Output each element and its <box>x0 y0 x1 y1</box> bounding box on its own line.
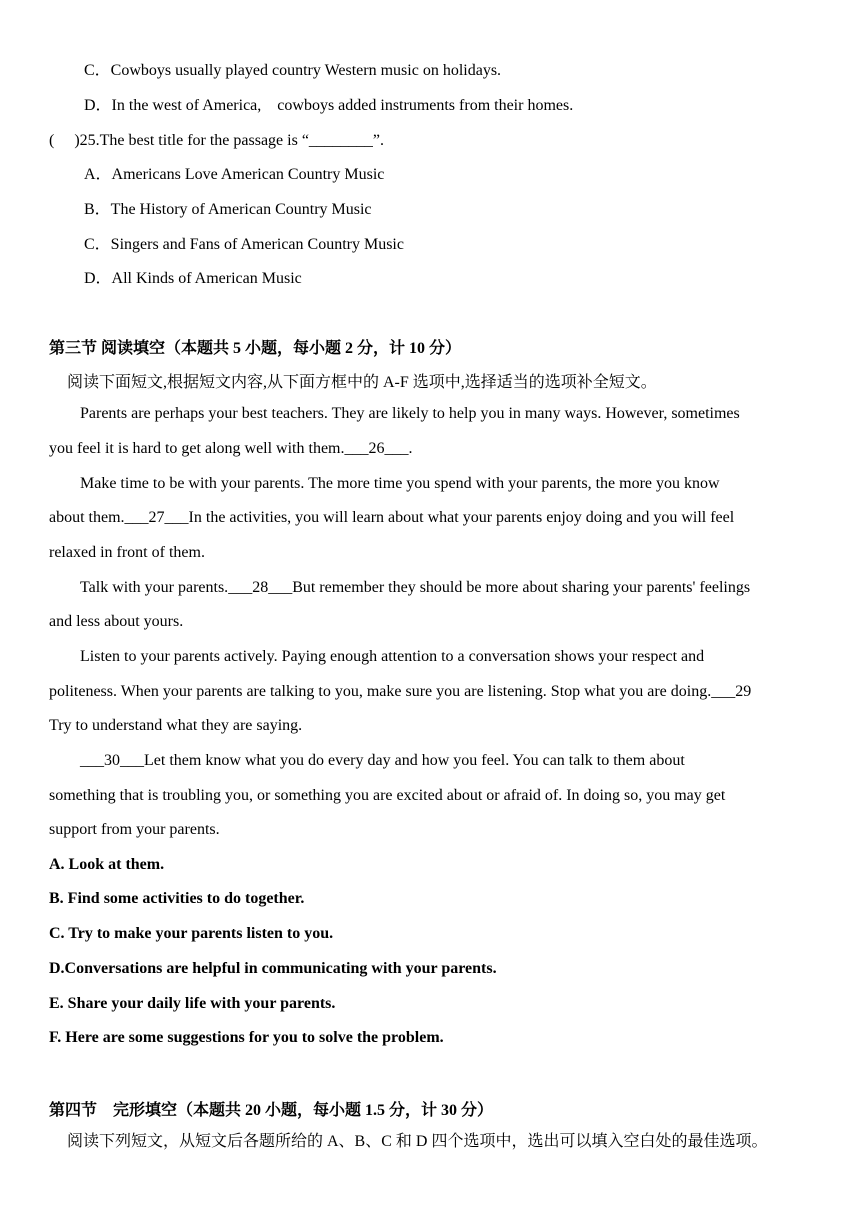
passage-p2-line1: Make time to be with your parents. The more time you spend with your parents, the more you know <box>80 475 720 492</box>
passage-p3-line1 <box>80 577 750 599</box>
passage-p4-line2 <box>49 681 751 703</box>
passage-text: Talk with your parents. <box>80 579 229 596</box>
q25-option-d: D．All Kinds of American Music <box>84 270 302 287</box>
option-d: D.Conversations are helpful in communicating with your parents. <box>49 960 497 977</box>
passage-p5-line3: support from your parents. <box>49 821 220 838</box>
passage-text: you feel it is hard to get along well with them. <box>49 440 345 457</box>
option-c: C. Try to make your parents listen to you. <box>49 925 334 942</box>
passage-p4-line3: Try to understand what they are saying. <box>49 717 303 734</box>
passage-p1-line2 <box>49 438 413 460</box>
option-f: F. Here are some suggestions for you to solve the problem. <box>49 1029 444 1046</box>
passage-p5-line1 <box>80 750 685 772</box>
passage-text: politeness. When your parents are talking to you, make sure you are listening. Stop what you are doing. <box>49 683 712 700</box>
blank-28: ___28___ <box>228 579 293 596</box>
passage-p4-line1: Listen to your parents actively. Paying enough attention to a conversation shows your respect and <box>80 648 705 665</box>
blank-29: ___29 <box>711 683 752 700</box>
passage-text: Let them know what you do every day and how you feel. You can talk to them about <box>144 752 685 769</box>
section3-heading: 第三节 阅读填空（本题共 5 小题，每小题 2 分，计 10 分） <box>49 340 462 357</box>
passage-p3-line2: and less about yours. <box>49 613 184 630</box>
passage-text: But remember they should be more about sharing your parents' feelings <box>292 579 751 596</box>
q25-option-c: C．Singers and Fans of American Country Music <box>84 236 404 253</box>
section3-instruction: 阅读下面短文,根据短文内容,从下面方框中的 A-F 选项中,选择适当的选项补全短文。 <box>67 374 657 391</box>
blank-26: ___26___ <box>344 440 409 457</box>
section4-instruction: 阅读下列短文，从短文后各题所给的 A、B、C 和 D 四个选项中，选出可以填入空白处的最佳选项。 <box>67 1133 768 1150</box>
q25-option-a: A．Americans Love American Country Music <box>84 166 385 183</box>
option-e: E. Share your daily life with your parents. <box>49 995 336 1012</box>
blank-27: ___27___ <box>124 509 189 526</box>
q24-option-d: D．In the west of America, cowboys added instruments from their homes. <box>84 97 574 114</box>
passage-p2-line2 <box>49 507 734 529</box>
q25-option-b: B．The History of American Country Music <box>84 201 372 218</box>
section4-heading: 第四节 完形填空（本题共 20 小题，每小题 1.5 分，计 30 分） <box>49 1102 494 1119</box>
option-a: A. Look at them. <box>49 856 165 873</box>
passage-text: . <box>408 440 413 457</box>
q24-option-c: C．Cowboys usually played country Western music on holidays. <box>84 62 502 79</box>
passage-text: In the activities, you will learn about what your parents enjoy doing and you will feel <box>188 509 735 526</box>
passage-p5-line2: something that is troubling you, or something you are excited about or afraid of. In doing so, you may get <box>49 787 726 804</box>
passage-p1-line1: Parents are perhaps your best teachers. They are likely to help you in many ways. However, sometimes <box>80 405 740 422</box>
blank-30: ___30___ <box>80 752 144 769</box>
passage-p2-line3: relaxed in front of them. <box>49 544 205 561</box>
q25-stem: ( )25.The best title for the passage is “________”. <box>49 132 385 149</box>
option-b: B. Find some activities to do together. <box>49 890 305 907</box>
passage-text: about them. <box>49 509 125 526</box>
